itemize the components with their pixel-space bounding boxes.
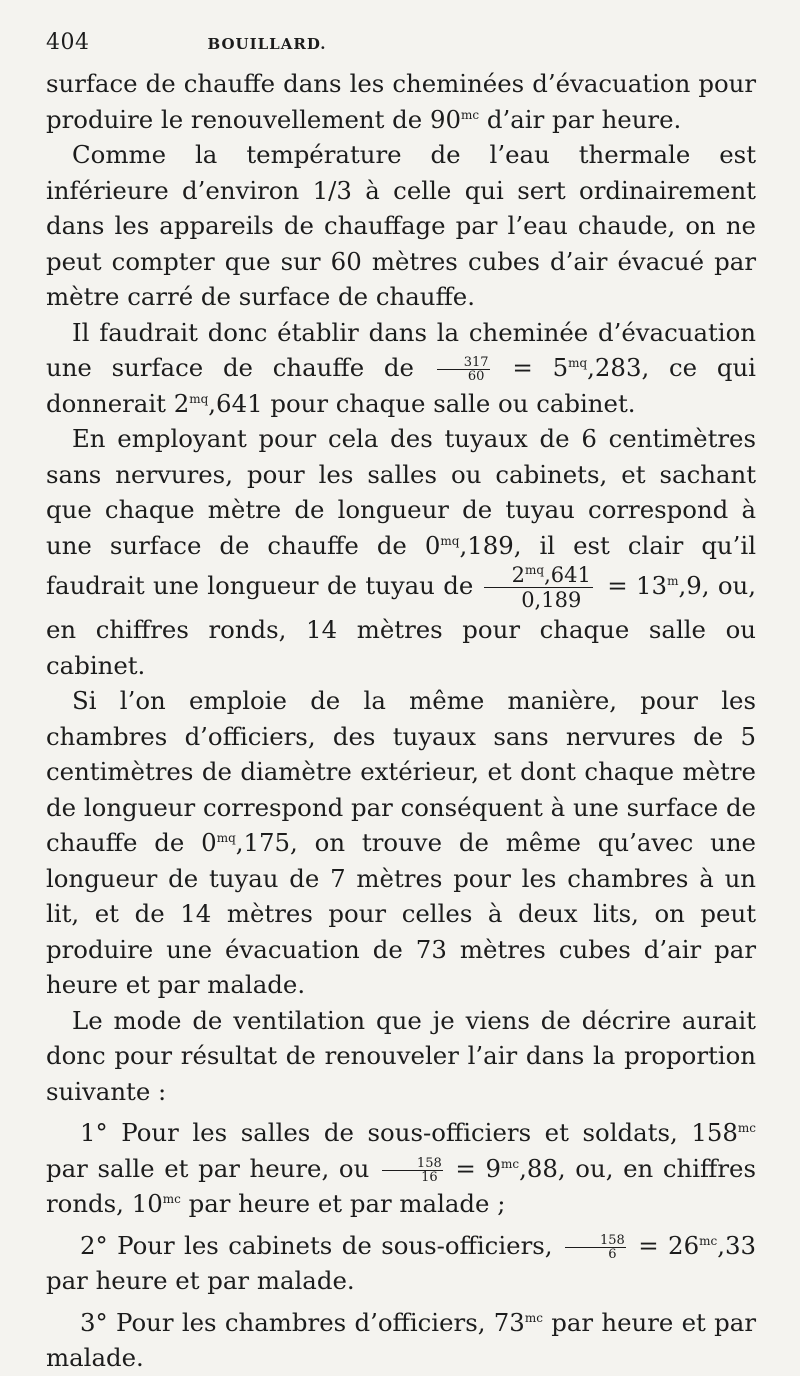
paragraph-1: surface de chauffe dans les cheminées d’évacuation pour produire le renouvellement de $90^{mc}$ d’air par heure. (46, 69, 756, 134)
running-header (46, 30, 756, 66)
paragraph-6: Le mode de ventilation que je viens de décrire aurait donc pour résultat de renouveler l’air dans la proportion suivante : (46, 1005, 756, 1106)
fraction-158-6: $\frac{158}{6}$ (565, 1234, 626, 1261)
fraction-317-60: $\frac{317}{60}$ (437, 356, 490, 383)
paragraph-4: En employant pour cela des tuyaux de 6 centimètres sans nervures, pour les salles ou cabinets, et sachant que chaque mètre de longueur de tuyau correspond à une surface de chauffe de $0^{mq},189$, il est clair qu’il faudrait une longueur de tuyau de $\frac{2^{mq},641}{0,189}$ = $13^m,9$, ou, en chiffres ronds, 14 mètres pour chaque salle ou cabinet. (46, 424, 756, 680)
list-item-1: 1° Pour les salles de sous-officiers et soldats, $158^{mc}$ par salle et par heure, ou $\frac{158}{16}$ = $9^{mc},88$, ou, en chiffres ronds, $10^{mc}$ par heure et par malade ; (46, 1118, 756, 1218)
fraction-length: $\frac{2^{mq},641}{0,189}$ (484, 563, 593, 612)
fraction-158-16: $\frac{158}{16}$ (382, 1157, 443, 1184)
page-number: 404 (46, 30, 90, 55)
list-item-2: 2° Pour les cabinets de sous-officiers, $\frac{158}{6}$ = $26^{mc},33$ par heure et par malade. (46, 1230, 756, 1295)
list-item-3: 3° Pour les chambres d’officiers, $73^{mc}$ par heure et par malade. (46, 1307, 756, 1372)
paragraph-3: Il faudrait donc établir dans la cheminée d’évacuation une surface de chauffe de $\frac{317}{60}$ = $5^{mq},283$, ce qui donnerait $2^{mq},641$ pour chaque salle ou cabinet. (46, 317, 756, 418)
page-body (46, 66, 756, 1376)
paragraph-5: Si l’on emploie de la même manière, pour les chambres d’officiers, des tuyaux sans nervures de 5 centimètres de diamètre extérieur, et dont chaque mètre de longueur correspond par conséquent à une surface de chauffe de $0^{mq},175$, on trouve de même qu’avec une longueur de tuyau de 7 mètres pour les chambres à un lit, et de 14 mètres pour celles à deux lits, on peut produire une évacuation de 73 mètres cubes d’air par heure et par malade. (46, 686, 756, 999)
running-title: BOUILLARD. (207, 35, 327, 53)
paragraph-2: Comme la température de l’eau thermale est inférieure d’environ 1/3 à celle qui sert ordinairement dans les appareils de chauffage par l’eau chaude, on ne peut compter que sur 60 mètres cubes d’air évacué par mètre carré de surface de chauffe. (46, 140, 756, 311)
